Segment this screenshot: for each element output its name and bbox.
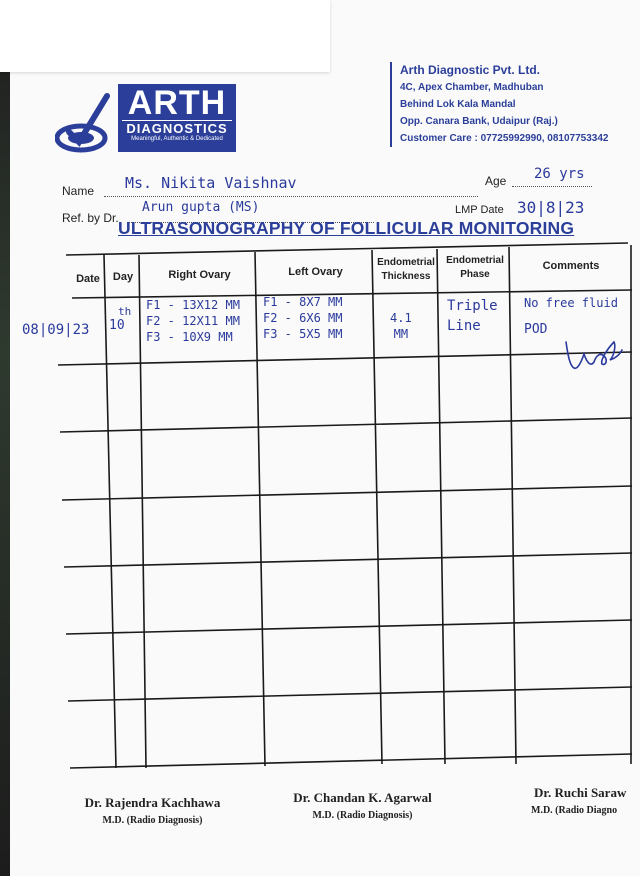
header-endometrial-phase [439,254,511,282]
thickness-value: 4.1 [390,311,412,325]
header-line: Thickness [381,271,431,282]
doctor-signature-block [270,790,455,821]
phase-line: Line [447,318,481,334]
header-left-ovary: Left Ovary [288,266,343,278]
lmp-date: 30|8|23 [517,198,585,217]
lmp-label: LMP Date [455,204,504,216]
right-follicle: F3 - 10X9 MM [146,330,233,344]
left-follicle: F2 - 6X6 MM [263,311,343,325]
ref-label: Ref. by Dr. [62,211,119,225]
doctor-name: Dr. Ruchi Saraw [534,785,627,800]
doctor-qualification: M.D. (Radio Diagno [531,805,618,816]
header-line: Phase [460,269,490,280]
customer-care: Customer Care : 07725992990, 08107753342 [400,133,609,144]
row1-date: 08|09|23 [22,322,90,338]
referring-doctor: Arun gupta (MS) [142,200,260,215]
header-line: Endometrial [446,255,504,266]
right-follicle: F2 - 12X11 MM [146,314,240,328]
logo-sub-text: DIAGNOSTICS [122,120,232,136]
doctor-signature-block [520,785,640,816]
handwritten-signature [560,330,626,374]
thickness-unit: MM [393,327,409,341]
row1-day: 10 [109,318,125,333]
address-line: Behind Lok Kala Mandal [400,99,516,110]
patient-age: 26 yrs [534,166,585,182]
row1-thickness [390,310,412,342]
left-follicle: F1 - 8X7 MM [263,295,343,309]
right-follicle: F1 - 13X12 MM [146,298,240,312]
report-title: ULTRASONOGRAPHY OF FOLLICULAR MONITORING [118,218,575,238]
address-line: 4C, Apex Chamber, Madhuban [400,82,544,93]
comment-line: POD [524,322,548,337]
address-line: Opp. Canara Bank, Udaipur (Raj.) [400,116,558,127]
logo-brand-text: ARTH [127,84,227,122]
company-name: Arth Diagnostic Pvt. Ltd. [400,63,541,77]
header-day: Day [112,271,134,283]
doctor-qualification: M.D. (Radio Diagnosis) [102,815,203,826]
name-label: Name [62,184,95,198]
doctor-signature-block [60,795,245,826]
logo-tagline: Meaningful, Authentic & Dedicated [131,136,223,142]
row1-phase [447,296,498,336]
doctor-name: Dr. Chandan K. Agarwal [293,790,432,805]
age-label: Age [485,174,507,188]
row1-right-ovary [146,297,240,345]
phase-line: Triple [447,298,498,314]
header-endometrial-thickness [374,256,438,284]
header-right-ovary: Right Ovary [168,269,231,281]
doctor-name: Dr. Rajendra Kachhawa [84,795,221,810]
patient-name: Ms. Nikita Vaishnav [125,174,297,192]
header-comments: Comments [542,260,600,272]
comment-line: No free fluid [524,296,618,310]
header-date: Date [76,273,100,285]
doctor-qualification: M.D. (Radio Diagnosis) [312,810,413,821]
row1-left-ovary [263,294,342,342]
header-line: Endometrial [377,257,435,268]
left-follicle: F3 - 5X5 MM [263,327,343,341]
row1-day-suffix: th [118,305,132,318]
